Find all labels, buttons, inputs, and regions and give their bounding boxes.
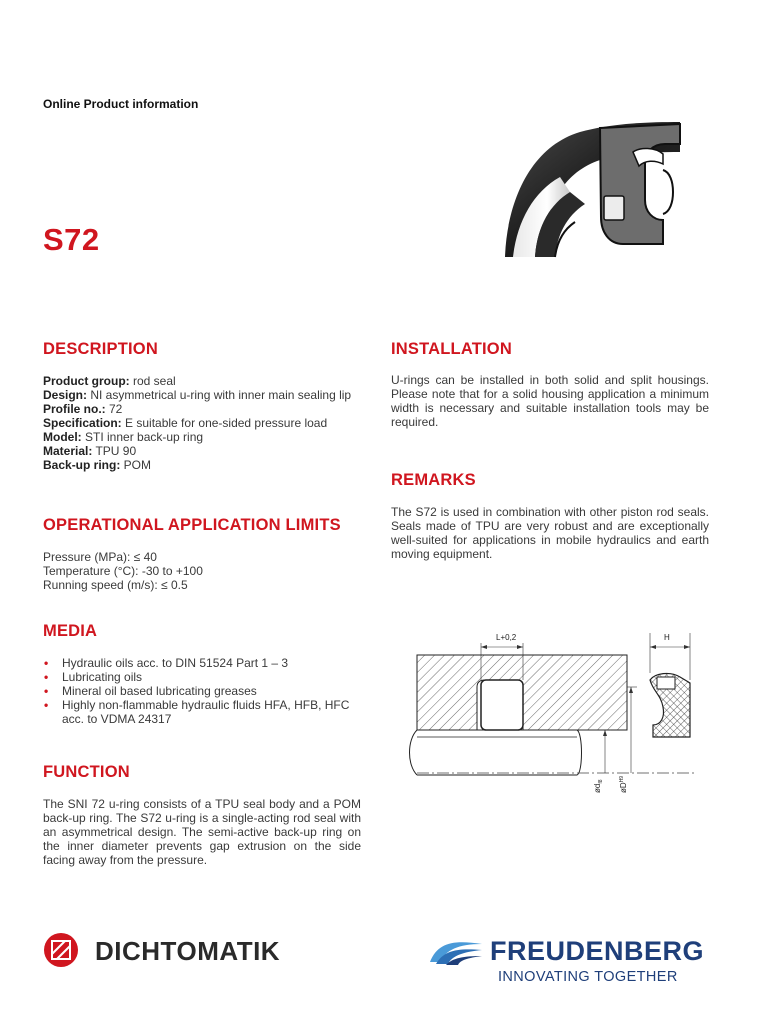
dichtomatik-logo-icon [43,932,79,968]
dim-h-label: H [664,633,670,642]
remarks-heading: REMARKS [391,471,476,489]
description-key: Model: [43,430,82,444]
dichtomatik-wordmark: DICHTOMATIK [95,936,281,966]
freudenberg-wave-icon [428,938,484,966]
description-heading: DESCRIPTION [43,340,158,358]
svg-text:ødf8 [593,779,604,793]
installation-drawing [405,625,705,795]
description-value: TPU 90 [92,444,137,458]
installation-heading: INSTALLATION [391,340,512,358]
bullet-icon: • [44,684,49,698]
function-heading: FUNCTION [43,763,130,781]
remarks-text: The S72 is used in combination with other piston rod seals. Seals made of TPU are very robust and are exceptionally well-suited for applications in mobile hydraulics and earth moving equipment. [391,505,709,561]
limits-heading: OPERATIONAL APPLICATION LIMITS [43,516,341,534]
description-value: 72 [105,402,123,416]
media-item [43,656,361,670]
description-key: Design: [43,388,88,402]
description-value: POM [120,458,152,472]
freudenberg-tagline: INNOVATING TOGETHER [498,969,678,985]
media-item-text: Highly non-flammable hydraulic fluids HFA, HFB, HFC acc. to VDMA 24317 [62,698,350,726]
description-key: Product group: [43,374,130,388]
freudenberg-wordmark: FREUDENBERG [490,936,705,966]
description-list [43,374,358,472]
bullet-icon: • [44,656,49,670]
media-list [43,656,361,726]
description-value: E suitable for one-sided pressure load [121,416,328,430]
header-label: Online Product information [43,97,199,111]
installation-text: U-rings can be installed in both solid and split housings. Please note that for a solid housing application a minimum width is necessary and suitable installation tools may be required. [391,373,709,429]
media-item [43,670,361,684]
limits-list [43,550,358,592]
description-key: Specification: [43,416,122,430]
media-heading: MEDIA [43,622,98,640]
description-key: Material: [43,444,93,458]
description-row [43,444,358,458]
description-row [43,374,358,388]
seal-cross-section-image [505,92,685,262]
description-key: Back-up ring: [43,458,121,472]
dichtomatik-logo [43,932,293,968]
svg-text:øDH9 [619,776,628,793]
description-value: NI asymmetrical u-ring with inner main sealing lip [87,388,352,402]
freudenberg-logo [428,936,728,988]
product-title: S72 [43,222,100,257]
media-item [43,684,361,698]
dim-l-label: L+0,2 [496,633,517,642]
limit-temperature: Temperature (°C): -30 to +100 [43,564,203,578]
description-row [43,430,358,444]
media-item-text: Mineral oil based lubricating greases [62,684,257,698]
dim-d-outer-tolerance: H9 [619,775,625,783]
description-key: Profile no.: [43,402,106,416]
dim-d-outer-label: øD [619,782,628,793]
bullet-icon: • [44,670,49,684]
description-row [43,416,358,430]
media-item-text: Hydraulic oils acc. to DIN 51524 Part 1 – 3 [62,656,289,670]
description-value: STI inner back-up ring [81,430,204,444]
media-item-text: Lubricating oils [62,670,143,684]
dim-d-inner-tolerance: f8 [598,779,604,784]
description-value: rod seal [129,374,176,388]
dim-d-inner-label: ød [593,783,602,793]
limit-speed: Running speed (m/s): ≤ 0.5 [43,578,188,592]
bullet-icon: • [44,698,49,712]
media-item [43,698,361,726]
description-row [43,402,358,416]
limit-pressure: Pressure (MPa): ≤ 40 [43,550,157,564]
function-text: The SNI 72 u-ring consists of a TPU seal body and a POM back-up ring. The S72 u-ring is a single-acting rod seal with an asymmetrical design. The semi-active back-up ring on the inner diameter prevents gap extrusion on the side facing away from the pressure. [43,797,361,867]
description-row [43,388,358,402]
description-row [43,458,358,472]
